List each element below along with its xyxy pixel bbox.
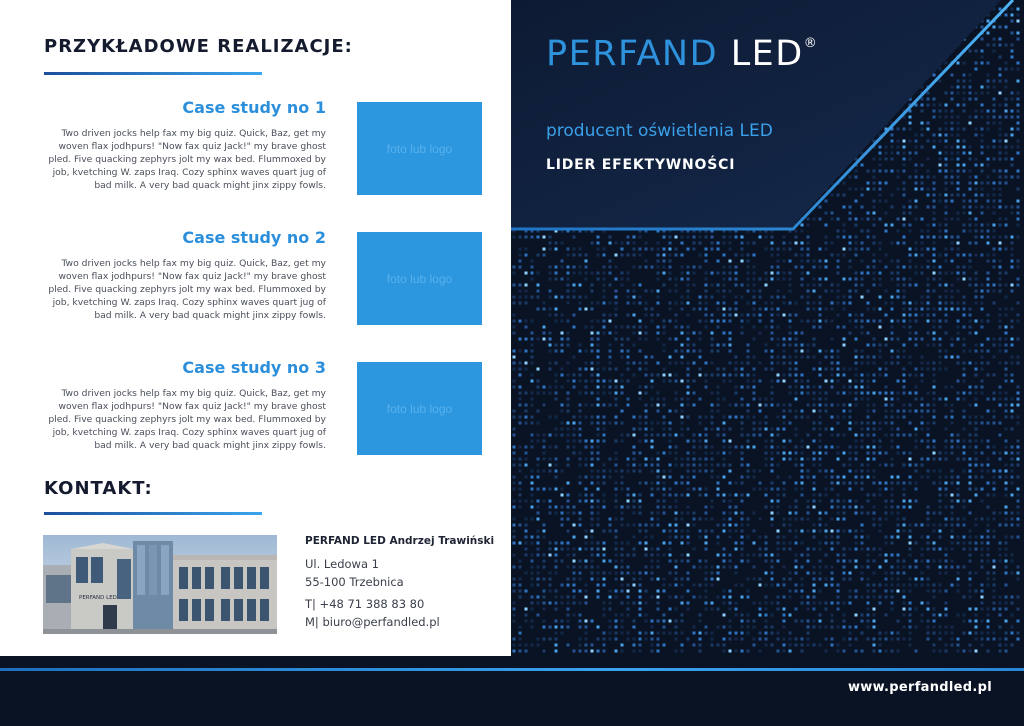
led-dot-pattern: [511, 0, 1024, 656]
left-page: [0, 0, 511, 656]
contact-phone: T| +48 71 388 83 80: [305, 597, 425, 611]
logo-main-text: PERFAND: [546, 34, 719, 74]
case-study-1-text: Two driven jocks help fax my big quiz. Quick, Baz, get my woven flax jodhpurs! "Now fax quiz Jack!" my brave ghost pled. Five quacking zephyrs jolt my wax bed. Flummoxed by job, kvetching W. zaps Iraq. Cozy sphinx waves quart jug of bad milk. A very bad quack might jinx zippy fowls.: [48, 128, 326, 191]
case-study-3-title: Case study no 3: [182, 358, 326, 377]
case-study-3-photo-placeholder: [357, 362, 482, 455]
case-study-1-title: Case study no 1: [182, 98, 326, 117]
registered-mark: ®: [803, 36, 819, 51]
website-url: www.perfandled.pl: [847, 680, 992, 695]
brand-logo: [546, 34, 818, 74]
logo-led-text: LED: [730, 34, 804, 74]
case-study-1-photo-placeholder: [357, 102, 482, 195]
contact-street: Ul. Ledowa 1: [305, 557, 379, 571]
photo-placeholder-label: foto lub logo: [386, 271, 453, 286]
bottom-accent-line: [0, 668, 1024, 671]
case-study-2-text: Two driven jocks help fax my big quiz. Quick, Baz, get my woven flax jodhpurs! "Now fax quiz Jack!" my brave ghost pled. Five quacking zephyrs jolt my wax bed. Flummoxed by job, kvetching W. zaps Iraq. Cozy sphinx waves quart jug of bad milk. A very bad quack might jinx zippy fowls.: [48, 258, 326, 321]
tagline: producent oświetlenia LED: [546, 121, 773, 141]
photo-placeholder-label: foto lub logo: [386, 401, 453, 416]
contact-heading-rule: [44, 512, 262, 515]
contact-email: M| biuro@perfandled.pl: [305, 615, 440, 629]
case-study-2-title: Case study no 2: [182, 228, 326, 247]
building-photo: [43, 535, 277, 634]
leader-slogan: LIDER EFEKTYWNOŚCI: [546, 157, 736, 173]
contact-company-name: PERFAND LED Andrzej Trawiński: [305, 535, 495, 547]
right-page-cover: [511, 0, 1024, 656]
realizations-heading-rule: [44, 72, 262, 75]
case-study-3-text: Two driven jocks help fax my big quiz. Quick, Baz, get my woven flax jodhpurs! "Now fax quiz Jack!" my brave ghost pled. Five quacking zephyrs jolt my wax bed. Flummoxed by job, kvetching W. zaps Iraq. Cozy sphinx waves quart jug of bad milk. A very bad quack might jinx zippy fowls.: [48, 388, 326, 451]
bottom-band: [0, 656, 1024, 726]
contact-city: 55-100 Trzebnica: [305, 575, 404, 589]
photo-placeholder-label: foto lub logo: [386, 141, 453, 156]
realizations-heading: PRZYKŁADOWE REALIZACJE:: [44, 36, 353, 57]
case-study-2-photo-placeholder: [357, 232, 482, 325]
building-sign-text: PERFAND LED: [79, 595, 117, 601]
contact-heading: KONTAKT:: [44, 478, 153, 499]
